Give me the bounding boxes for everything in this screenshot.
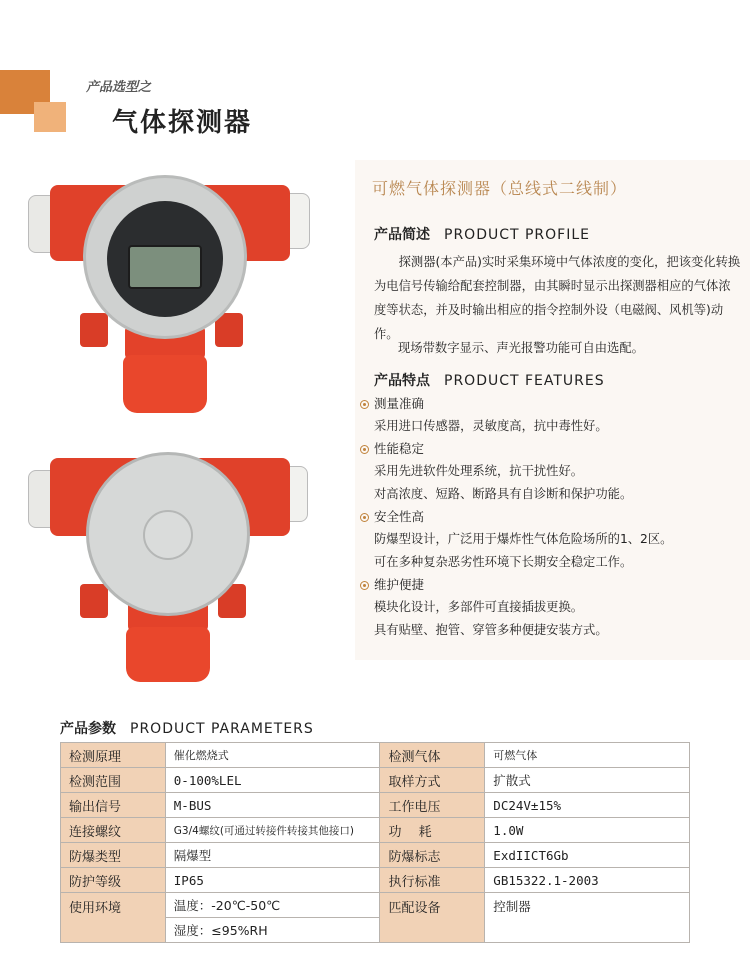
param-key: 防爆标志 (380, 843, 485, 868)
feature-title: 维护便捷 (374, 577, 425, 592)
param-value: DC24V±15% (485, 793, 690, 818)
feature-item (360, 438, 740, 506)
parameters-heading-en: PRODUCT PARAMETERS (130, 721, 314, 737)
param-key: 使用环境 (61, 893, 166, 943)
param-value: 1.0W (485, 818, 690, 843)
param-value: 控制器 (485, 893, 690, 943)
param-value: 扩散式 (485, 768, 690, 793)
feature-title: 安全性高 (374, 509, 425, 524)
param-key: 工作电压 (380, 793, 485, 818)
param-value: IP65 (165, 868, 380, 893)
bullet-icon (360, 581, 369, 590)
feature-title: 测量准确 (374, 396, 425, 411)
feature-item (360, 506, 740, 574)
features-heading-en: PRODUCT FEATURES (444, 373, 605, 389)
table-row (61, 843, 690, 868)
profile-text: 探测器(本产品)实时采集环境中气体浓度的变化，把该变化转换为电信号传输给配套控制器，由其瞬时显示出探测器相应的气体浓度等状态，并及时输出相应的指令控制外设（电磁阀、风机等)动作。 (374, 255, 741, 341)
param-key: 功 耗 (380, 818, 485, 843)
param-value: 0-100%LEL (165, 768, 380, 793)
series-title: 产品选型之 (86, 80, 152, 95)
profile-heading (374, 224, 590, 244)
param-value: G3/4螺纹(可通过转接件转接其他接口) (165, 818, 380, 843)
product-image-back (28, 452, 313, 684)
param-key: 防护等级 (61, 868, 166, 893)
product-name: 可燃气体探测器（总线式二线制） (372, 179, 628, 198)
feature-line: 采用进口传感器，灵敏度高，抗中毒性好。 (374, 419, 608, 433)
bullet-icon (360, 445, 369, 454)
table-row (61, 793, 690, 818)
param-key: 取样方式 (380, 768, 485, 793)
profile-note: 现场带数字显示、声光报警功能可自由选配。 (398, 341, 644, 355)
param-key: 输出信号 (61, 793, 166, 818)
feature-item (360, 393, 740, 438)
profile-heading-cn: 产品简述 (374, 227, 430, 243)
param-value: 可燃气体 (485, 743, 690, 768)
feature-item (360, 574, 740, 642)
param-key: 执行标准 (380, 868, 485, 893)
parameters-table (60, 742, 690, 943)
param-value: 温度：-20℃-50℃ (165, 893, 380, 918)
param-value: 湿度：≤95%RH (165, 918, 380, 943)
page-title: 气体探测器 (112, 108, 253, 138)
product-image-front (25, 175, 310, 415)
feature-title: 性能稳定 (374, 441, 425, 456)
param-value: 隔爆型 (165, 843, 380, 868)
table-row (61, 743, 690, 768)
bullet-icon (360, 513, 369, 522)
param-key: 检测原理 (61, 743, 166, 768)
param-value: 催化燃烧式 (165, 743, 380, 768)
table-row (61, 818, 690, 843)
parameters-heading (60, 718, 314, 738)
feature-line: 对高浓度、短路、断路具有自诊断和保护功能。 (374, 487, 633, 501)
table-row (61, 868, 690, 893)
bullet-icon (360, 400, 369, 409)
decor-block-light (34, 102, 66, 132)
feature-line: 防爆型设计，广泛用于爆炸性气体危险场所的1、2区。 (374, 532, 673, 546)
table-row (61, 893, 690, 918)
features-heading-cn: 产品特点 (374, 373, 430, 389)
table-row (61, 768, 690, 793)
parameters-heading-cn: 产品参数 (60, 721, 116, 737)
feature-line: 可在多种复杂恶劣性环境下长期安全稳定工作。 (374, 555, 633, 569)
param-value: M-BUS (165, 793, 380, 818)
param-key: 检测范围 (61, 768, 166, 793)
profile-heading-en: PRODUCT PROFILE (444, 227, 591, 243)
feature-line: 采用先进软件处理系统，抗干扰性好。 (374, 464, 584, 478)
param-key: 匹配设备 (380, 893, 485, 943)
param-key: 检测气体 (380, 743, 485, 768)
param-key: 连接螺纹 (61, 818, 166, 843)
feature-line: 模块化设计，多部件可直接插拔更换。 (374, 600, 584, 614)
param-value: GB15322.1-2003 (485, 868, 690, 893)
feature-line: 具有贴壁、抱管、穿管多种便捷安装方式。 (374, 623, 608, 637)
features-heading (374, 370, 605, 390)
param-value: ExdIICT6Gb (485, 843, 690, 868)
param-key: 防爆类型 (61, 843, 166, 868)
